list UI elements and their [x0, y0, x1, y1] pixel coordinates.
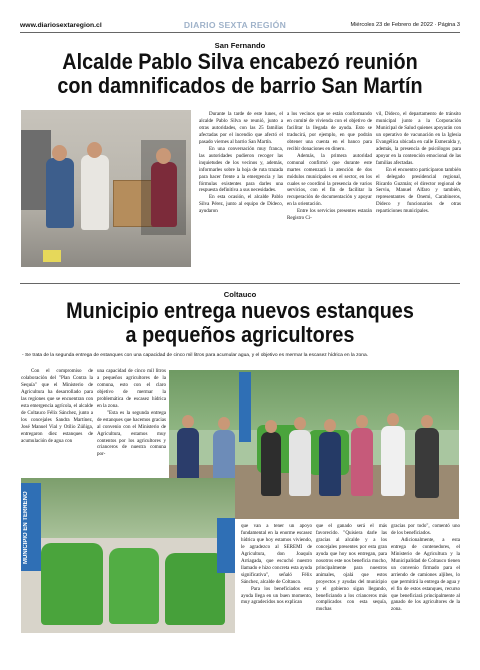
person [289, 430, 311, 496]
trees [21, 478, 235, 538]
person-head [421, 415, 433, 428]
water-tank [165, 553, 225, 625]
article2-col3: que van a tener un apoyo fundamental en la enorme escasez hídrica que hoy estamos viviendo, le agradezco al SEREMI de Agricultura, don Joaquín Arriagada, que escuchó nuestro llamado e hizo concreta esta ayuda significativa", señaló Félix Sánchez, alcalde de Coltauco. Para los beneficiados esta ayuda llega en un buen momento, muy agradecidos nos explican [241, 523, 312, 606]
article2-title-line2: a pequeños agricultores [125, 322, 355, 347]
article1-col1: Durante la tarde de este lunes, el alcalde Pablo Silva se reunió, junto a otras autoridades, con las 25 familias afectadas por el incendio que afectó el pasado viernes al barrio San Martín. En una conversación muy franca, las autoridades pudieron recoger las inquietudes de los vecinos y, además, informarles sobre la hoja de ruta trazada para hacer frente a la emergencia y las fórmulas existentes para darles una respuesta definitiva a sus necesidades. En esta ocasión, el alcalde Pablo Silva Pérez, junto al equipo de Dideco, ayudaron [199, 111, 283, 215]
person-1 [46, 158, 74, 228]
water-tank [41, 543, 103, 625]
article2-col4: que el ganado será el más favorecido. "Quisiera darle las gracias al alcalde y a los concejales presentes por esta gran ayuda que hoy nos entregan, para nosotros este nos beneficia mucho, principalmente para nuestros animales, ojalá que estos proyectos y ayudas del municipio y el gobierno sigan llegando, beneficiando a los crianceros más complicados con esta sequía, muchas [316, 523, 387, 613]
person-1-head [52, 145, 67, 161]
issue-date: Miércoles 23 de Febrero de 2022 · Página 3 [350, 22, 460, 28]
article1-title-line1: Alcalde Pablo Silva encabezó reunión [62, 49, 418, 74]
article2-col5: gracias por todo", comentó uno de los beneficiados. Adicionalmente, a esta entrega de contenedores, el Ministerio de Agricultura y la Municipalidad de Coltauco tienen un convenio firmado para el arriendo de camiones aljibes, lo que permitirá la entrega de agua y el fin de estos estanques, recurso que beneficiará principalmente al ganado de los agricultores de la zona. [391, 523, 460, 613]
article1-title-line2: con damnificados de barrio San Martín [57, 73, 423, 98]
section-rule [20, 283, 460, 284]
article1-col3: vil, Dideco, el departamento de tránsito municipal junto a la Corporación Municipal de Salud quienes apoyarán con un operativo de vacunación en la Iglesia Evangélica ubicada en calle Esmeralda y, además, la presencia de psicólogos para apoyar en la contención emocional de las familias afectadas. En el encuentro participaron también el delegado presidencial regional, Ricardo Guzmán; el director regional de Serviu, Manuel Alfaro y también, representantes de Onemi, Carabineros, Dideco y funcionarios de otras reparticiones municipales. [376, 111, 461, 215]
article2-kicker: Coltauco [223, 290, 257, 299]
person [261, 432, 281, 496]
page-header [20, 18, 460, 32]
article1-kicker: San Fernando [214, 41, 266, 50]
photo-crate [43, 250, 61, 262]
article1-title [38, 50, 443, 98]
banner-flag [239, 372, 251, 442]
person-2 [81, 155, 109, 230]
site-url[interactable]: www.diariosextaregion.cl [20, 21, 102, 29]
article1-col2: a los vecinos que se están conformando en comité de vivienda con el objetivo de facilitar la llegada de ayuda. Esto se traducirá, por ejemplo, en que podrán obtener una cuenta en el banco para recibir donaciones en dinero. Además, la primera autoridad comunal confirmó que durante este martes comenzará la atención de dos módulos municipales en el sector, en los cuales se coordinó la presencia de varios servicios, con el fin de facilitar la recuperación de documentación y apoyar en la orientación. Entre los servicios presentes estarán Registro Ci- [287, 111, 372, 222]
article2-col2: una capacidad de cinco mil litros a pequeños agricultores de la comuna, esto con el claro objetivo de mermar la problemática de escasez hídrica en la zona. "Esta es la segunda entrega de estanques que hacemos gracias al convenio con el Ministerio de Agricultura, estamos muy contentos por los agricultores y crianceros de nuestra comuna por- [97, 368, 166, 458]
person [319, 432, 341, 496]
person-3 [151, 162, 177, 227]
masthead: DIARIO SEXTA REGIÓN [183, 20, 287, 30]
article1-photo [21, 110, 191, 267]
person [381, 426, 405, 496]
person-head [218, 417, 230, 430]
person-head [294, 417, 306, 430]
person-head [265, 420, 277, 433]
water-tank [109, 548, 159, 624]
article2-title-line1: Municipio entrega nuevos estanques [66, 298, 414, 323]
article2-col1: Con el compromiso de colaboración del "Plan Contra la Sequía" que el Ministerio de Agricultura ha desarrollado para las regiones que se encuentran con esta emergencia agrícola, el alcalde de Coltauco Félix Sánchez, junto a los concejales Sandra Martínez, José Manuel Vial y Otilio Zúñiga, entregaron diez estanques de acumulación de agua con [21, 368, 93, 444]
person-head [324, 419, 336, 432]
person-head [182, 415, 194, 428]
person-2-head [87, 142, 102, 158]
person-3-head [156, 148, 171, 164]
article2-subtitle: - Se trata de la segunda entrega de estanques con una capacidad de cinco mil litros para acumular agua, y el objetivo es mermar la escasez hídrica en la zona. [22, 353, 369, 358]
person [415, 428, 439, 498]
banner-text: MUNICIPIO EN TERRENO [23, 491, 29, 565]
trees [169, 370, 459, 430]
person-head [387, 413, 399, 426]
article2-title [38, 299, 443, 347]
person-head [356, 415, 368, 428]
header-rule [20, 32, 460, 33]
person [351, 428, 373, 496]
banner-edge [217, 518, 235, 573]
article2-tanks-photo [21, 478, 235, 633]
